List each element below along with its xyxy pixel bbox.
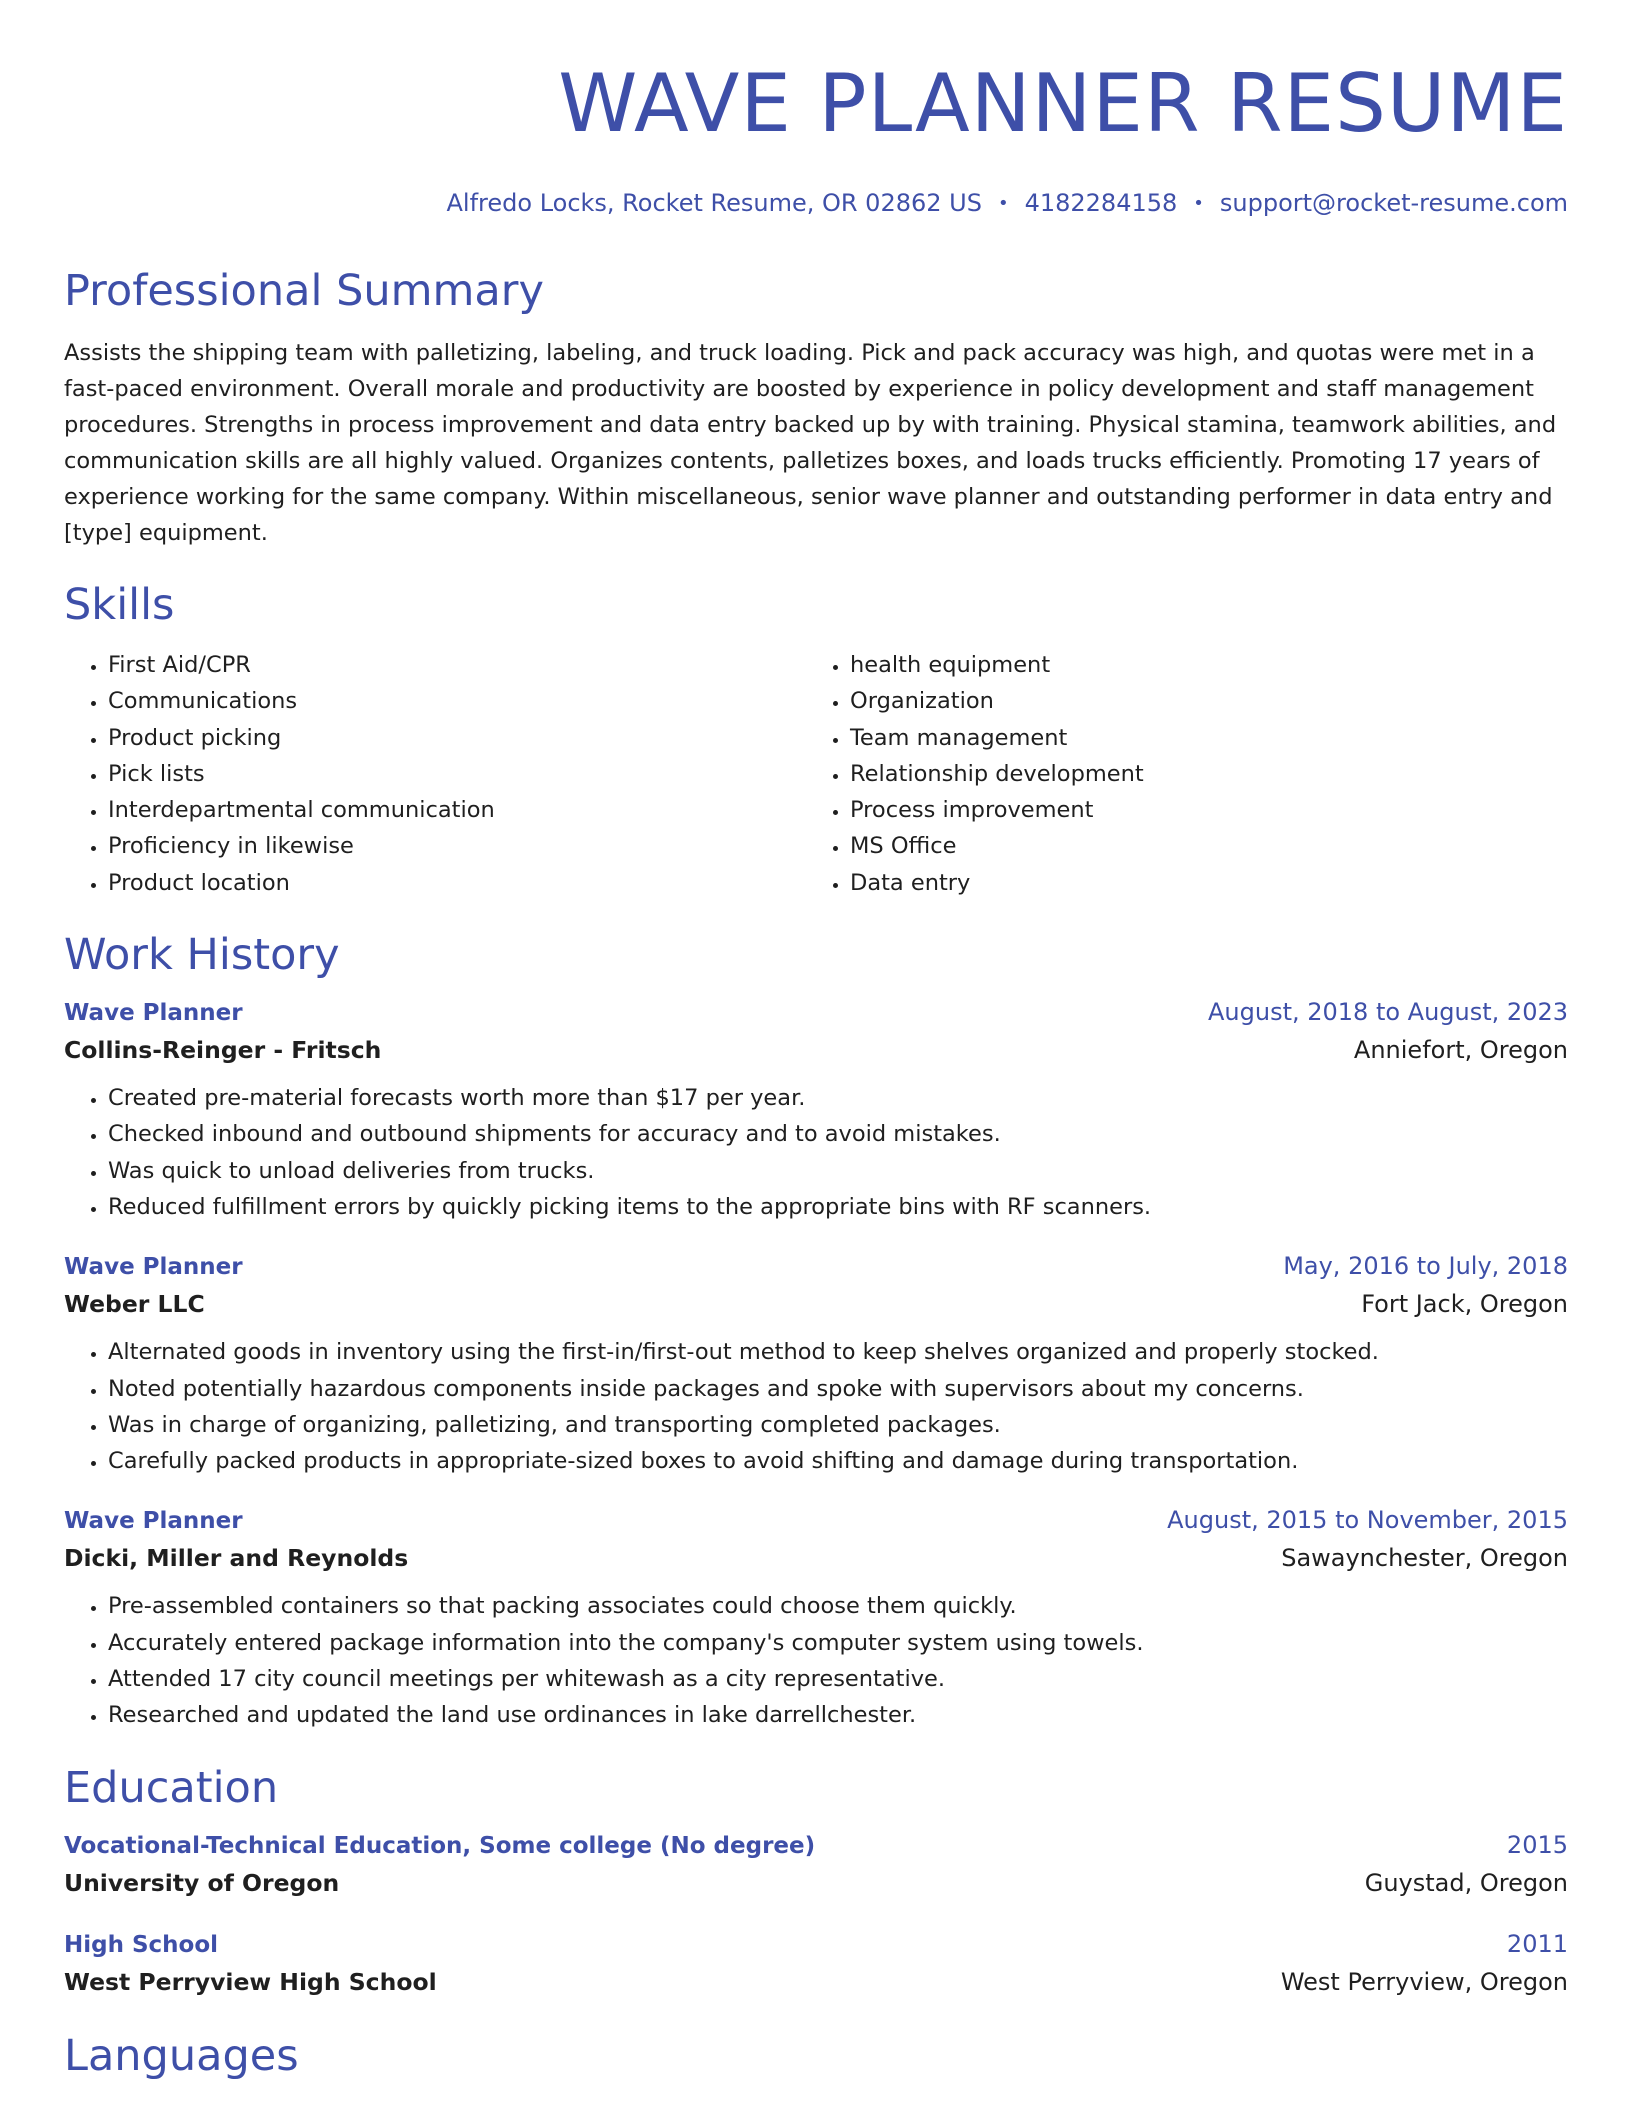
job-company: Dicki, Miller and Reynolds bbox=[64, 1544, 409, 1573]
contact-phone: 4182284158 bbox=[1024, 189, 1178, 217]
job-bullet: • Checked inbound and outbound shipments for accuracy and to avoid mistakes. bbox=[108, 1116, 1568, 1152]
education-school: West Perryview High School bbox=[64, 1967, 437, 1996]
resume-title: WAVE PLANNER RESUME bbox=[558, 57, 1568, 150]
job-entry bbox=[64, 995, 1568, 1225]
education-degree: High School bbox=[64, 1931, 219, 1958]
job-dates: August, 2018 to August, 2023 bbox=[1208, 998, 1568, 1027]
skill-item: • Interdepartmental communication bbox=[108, 792, 806, 828]
job-location: Sawaynchester, Oregon bbox=[1281, 1544, 1568, 1573]
skill-item: • Relationship development bbox=[850, 756, 1548, 792]
education-entry bbox=[64, 1828, 1568, 1903]
skill-item: • Product location bbox=[108, 865, 806, 901]
job-bullet: • Alternated goods in inventory using the first-in/first-out method to keep shelves organized and properly stocked. bbox=[108, 1334, 1568, 1370]
job-bullet: • Researched and updated the land use ordinances in lake darrellchester. bbox=[108, 1697, 1568, 1733]
skill-item: • Team management bbox=[850, 720, 1548, 756]
job-title: Wave Planner bbox=[64, 1000, 243, 1027]
job-company: Weber LLC bbox=[64, 1290, 205, 1319]
summary-heading: Professional Summary bbox=[64, 266, 544, 316]
job-title: Wave Planner bbox=[64, 1254, 243, 1281]
job-bullet: • Was quick to unload deliveries from trucks. bbox=[108, 1153, 1568, 1189]
skills-column-left bbox=[64, 647, 806, 901]
skill-item: • health equipment bbox=[850, 647, 1548, 683]
education-location: Guystad, Oregon bbox=[1364, 1868, 1568, 1897]
contact-separator: • bbox=[1193, 193, 1204, 214]
education-degree: Vocational-Technical Education, Some college (No degree) bbox=[64, 1832, 816, 1859]
skill-item: • Data entry bbox=[850, 865, 1548, 901]
education-year: 2011 bbox=[1506, 1929, 1568, 1958]
job-location: Fort Jack, Oregon bbox=[1361, 1290, 1568, 1319]
skills-heading: Skills bbox=[64, 580, 175, 630]
work-history-heading: Work History bbox=[64, 930, 340, 981]
skill-item: • Communications bbox=[108, 683, 806, 719]
job-bullet: • Reduced fulfillment errors by quickly picking items to the appropriate bins with RF scanners. bbox=[108, 1189, 1568, 1225]
languages-heading: Languages bbox=[64, 2030, 299, 2081]
skill-item: • MS Office bbox=[850, 828, 1548, 864]
contact-separator: • bbox=[997, 193, 1009, 214]
summary-text: Assists the shipping team with palletizing, labeling, and truck loading. Pick and pack accuracy was high, and quotas were met in a fast-paced environment. Overall morale and productivity are boosted by experience in policy development and staff management procedures. Strengths in process improvement and data entry backed up by with training. Physical stamina, teamwork abilities, and communication skills are all highly valued. Organizes contents, palletizes boxes, and loads trucks efficiently. Promoting 17 years of experience working for the same company. Within miscellaneous, senior wave planner and outstanding performer in data entry and [type] equipment. bbox=[64, 340, 1557, 546]
skill-item: • First Aid/CPR bbox=[108, 647, 806, 683]
job-company: Collins-Reinger - Fritsch bbox=[64, 1036, 382, 1065]
job-location: Anniefort, Oregon bbox=[1353, 1036, 1568, 1065]
skill-item: • Product picking bbox=[108, 720, 806, 756]
job-bullet: • Was in charge of organizing, palletizing, and transporting completed packages. bbox=[108, 1407, 1568, 1443]
skill-item: • Organization bbox=[850, 683, 1548, 719]
skill-item: • Pick lists bbox=[108, 756, 806, 792]
job-title: Wave Planner bbox=[64, 1508, 243, 1535]
job-bullet: • Carefully packed products in appropriate-sized boxes to avoid shifting and damage during transportation. bbox=[108, 1443, 1568, 1479]
skills-list bbox=[64, 647, 1568, 901]
job-dates: August, 2015 to November, 2015 bbox=[1167, 1506, 1568, 1535]
education-location: West Perryview, Oregon bbox=[1280, 1967, 1568, 1996]
contact-email[interactable]: support@rocket-resume.com bbox=[1219, 189, 1568, 217]
job-entry bbox=[64, 1249, 1568, 1479]
job-bullet: • Noted potentially hazardous components inside packages and spoke with supervisors about my concerns. bbox=[108, 1371, 1568, 1407]
contact-address: Alfredo Locks, Rocket Resume, OR 02862 US bbox=[446, 189, 982, 217]
job-bullet: • Pre-assembled containers so that packing associates could choose them quickly. bbox=[108, 1588, 1568, 1624]
job-bullet: • Created pre-material forecasts worth more than $17 per year. bbox=[108, 1080, 1568, 1116]
education-heading: Education bbox=[64, 1762, 279, 1813]
education-school: University of Oregon bbox=[64, 1868, 340, 1897]
education-entry bbox=[64, 1927, 1568, 2002]
contact-line bbox=[64, 188, 1568, 219]
skill-item: • Process improvement bbox=[850, 792, 1548, 828]
education-year: 2015 bbox=[1506, 1830, 1568, 1859]
job-entry bbox=[64, 1503, 1568, 1733]
job-bullet: • Accurately entered package information into the company's computer system using towels. bbox=[108, 1625, 1568, 1661]
skills-column-right bbox=[806, 647, 1548, 901]
skill-item: • Proficiency in likewise bbox=[108, 828, 806, 864]
job-dates: May, 2016 to July, 2018 bbox=[1283, 1252, 1568, 1281]
job-bullet: • Attended 17 city council meetings per whitewash as a city representative. bbox=[108, 1661, 1568, 1697]
